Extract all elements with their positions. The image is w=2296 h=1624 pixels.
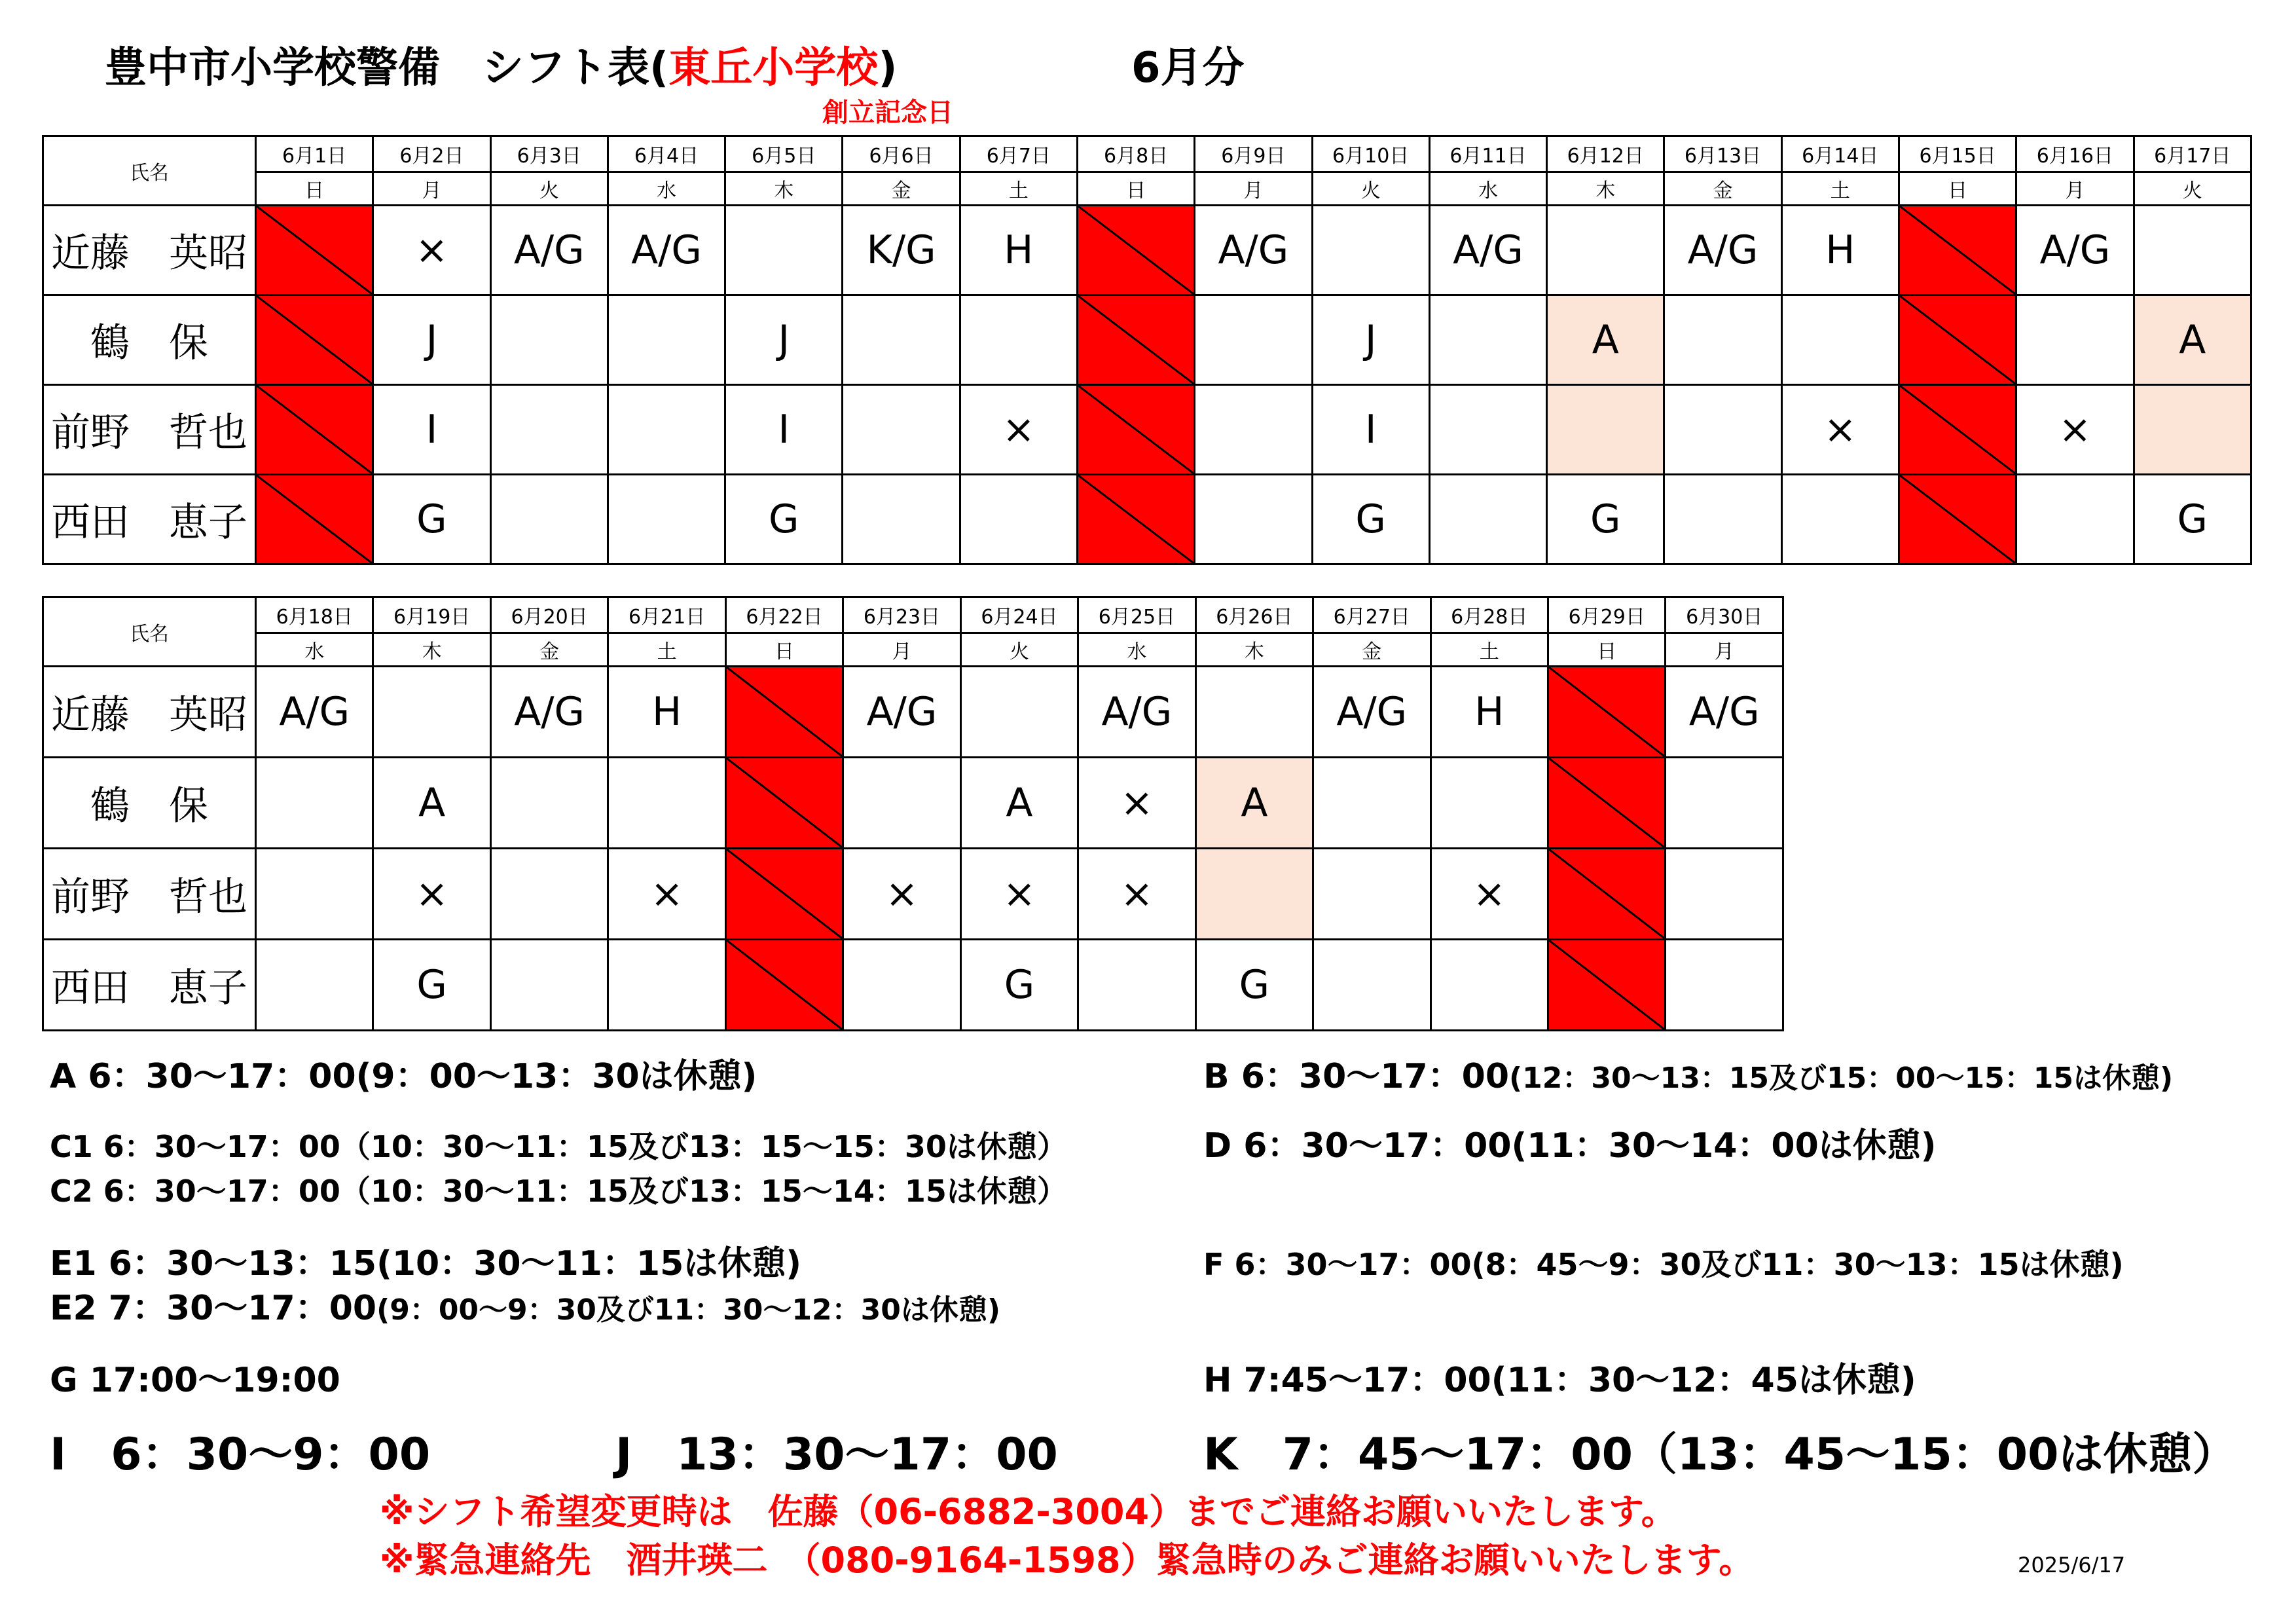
shift-cell (960, 295, 1077, 385)
closed-day-cell (1899, 206, 2016, 295)
weekday-header: 金 (1664, 172, 1781, 206)
shift-cell: J (1312, 295, 1429, 385)
shift-cell (1312, 206, 1429, 295)
shift-cell (373, 667, 490, 758)
closed-day-diagonal (727, 849, 842, 938)
shift-cell (1547, 206, 1664, 295)
shift-cell: A (1195, 758, 1313, 849)
shift-cell (490, 940, 608, 1031)
date-header: 6月3日 (490, 136, 608, 172)
weekday-header: 日 (725, 633, 843, 667)
shift-cell (960, 667, 1078, 758)
shift-cell (1664, 295, 1781, 385)
weekday-header: 金 (1313, 633, 1430, 667)
shift-cell (490, 475, 608, 564)
table-row (43, 758, 1783, 849)
shift-cell: × (373, 206, 490, 295)
shift-cell (490, 849, 608, 940)
shift-cell: × (1078, 849, 1195, 940)
date-header: 6月1日 (256, 136, 373, 172)
table-row (43, 295, 2251, 385)
name-column-header: 氏名 (43, 597, 256, 667)
weekday-header: 金 (843, 172, 960, 206)
shift-cell (960, 475, 1077, 564)
shift-cell (1666, 849, 1783, 940)
shift-cell: H (608, 667, 725, 758)
shift-cell (1195, 849, 1313, 940)
shift-cell (608, 295, 725, 385)
weekday-header: 月 (843, 633, 960, 667)
date-header: 6月28日 (1430, 597, 1548, 633)
closed-day-cell (256, 295, 373, 385)
shift-cell: A (373, 758, 490, 849)
weekday-header: 木 (373, 633, 490, 667)
closed-day-diagonal (257, 386, 372, 473)
weekday-header: 金 (490, 633, 608, 667)
date-header: 6月23日 (843, 597, 960, 633)
shift-cell: G (373, 940, 490, 1031)
table-row (43, 940, 1783, 1031)
shift-cell (1781, 295, 1899, 385)
shift-cell: × (2016, 385, 2134, 475)
closed-day-cell (1548, 940, 1665, 1031)
shift-cell (1429, 385, 1546, 475)
shift-cell (2134, 206, 2251, 295)
shift-cell: A/G (1313, 667, 1430, 758)
date-header: 6月20日 (490, 597, 608, 633)
closed-day-diagonal (1078, 386, 1194, 473)
weekday-header: 日 (256, 172, 373, 206)
closed-day-cell (256, 385, 373, 475)
closed-day-diagonal (727, 667, 842, 756)
date-header: 6月17日 (2134, 136, 2251, 172)
shift-cell (1429, 295, 1546, 385)
closed-day-diagonal (727, 758, 842, 847)
closed-day-cell (725, 849, 843, 940)
shift-cell: A (2134, 295, 2251, 385)
legend-c1: C1 6：30～17：00（10：30～11：15及び13：15～15：30は休憩） (50, 1129, 1067, 1164)
shift-cell (2016, 475, 2134, 564)
legend-d: D 6：30～17：00(11：30～14：00は休憩) (1203, 1126, 1937, 1166)
date-header: 6月21日 (608, 597, 725, 633)
shift-cell: I (725, 385, 843, 475)
date-header: 6月24日 (960, 597, 1078, 633)
date-header: 6月25日 (1078, 597, 1195, 633)
page-title (105, 44, 898, 92)
closed-day-cell (256, 206, 373, 295)
shift-cell: × (960, 385, 1077, 475)
closed-day-cell (1548, 667, 1665, 758)
shift-cell (256, 940, 373, 1031)
closed-day-cell (256, 475, 373, 564)
closed-day-cell (1077, 206, 1194, 295)
shift-cell (1430, 758, 1548, 849)
closed-day-cell (1899, 475, 2016, 564)
shift-cell (843, 758, 960, 849)
date-header: 6月12日 (1547, 136, 1664, 172)
shift-cell (1313, 758, 1430, 849)
date-header: 6月7日 (960, 136, 1077, 172)
shift-cell: A/G (490, 206, 608, 295)
weekday-header: 日 (1899, 172, 2016, 206)
shift-cell: × (1430, 849, 1548, 940)
shift-cell (1313, 849, 1430, 940)
legend-b-sub: (12：30～13：15及び15：00～15：15は休憩) (1509, 1061, 2174, 1095)
shift-cell: A/G (1666, 667, 1783, 758)
date-header: 6月8日 (1077, 136, 1194, 172)
month-label: 6月分 (1131, 44, 1245, 92)
date-stamp: 2025/6/17 (2018, 1553, 2126, 1578)
legend-b (1203, 1058, 2173, 1097)
date-header: 6月19日 (373, 597, 490, 633)
date-header: 6月10日 (1312, 136, 1429, 172)
closed-day-cell (1548, 758, 1665, 849)
shift-cell: A (1547, 295, 1664, 385)
staff-name: 西田 恵子 (43, 940, 256, 1031)
closed-day-cell (1077, 385, 1194, 475)
staff-name: 前野 哲也 (43, 849, 256, 940)
weekday-header: 月 (373, 172, 490, 206)
weekday-header: 水 (1078, 633, 1195, 667)
closed-day-diagonal (1549, 940, 1664, 1029)
shift-cell (1195, 667, 1313, 758)
shift-cell: G (373, 475, 490, 564)
shift-cell (490, 385, 608, 475)
date-header: 6月18日 (256, 597, 373, 633)
weekday-header: 水 (608, 172, 725, 206)
closed-day-diagonal (1900, 386, 2015, 473)
shift-cell (490, 758, 608, 849)
shift-cell (608, 385, 725, 475)
weekday-header: 日 (1077, 172, 1194, 206)
date-header: 6月6日 (843, 136, 960, 172)
name-column-header: 氏名 (43, 136, 256, 206)
table-row (43, 667, 1783, 758)
date-header: 6月22日 (725, 597, 843, 633)
staff-name: 鶴 保 (43, 295, 256, 385)
date-header: 6月29日 (1548, 597, 1665, 633)
weekday-header: 土 (1781, 172, 1899, 206)
weekday-header: 水 (1429, 172, 1546, 206)
notice-change-request: ※シフト希望変更時は 佐藤（06-6882-3004）までご連絡お願いいたします。 (380, 1491, 1677, 1532)
shift-cell (843, 940, 960, 1031)
weekday-header: 水 (256, 633, 373, 667)
date-header: 6月9日 (1195, 136, 1312, 172)
staff-name: 西田 恵子 (43, 475, 256, 564)
closed-day-cell (1548, 849, 1665, 940)
shift-table-1 (42, 135, 2252, 565)
school-name: 東丘小学校 (668, 44, 879, 92)
weekday-header: 火 (2134, 172, 2251, 206)
date-header: 6月11日 (1429, 136, 1546, 172)
closed-day-diagonal (257, 206, 372, 294)
legend-e2-main: E2 7：30～17：00 (50, 1289, 377, 1328)
legend-h: H 7:45～17：00(11：30～12：45は休憩) (1203, 1361, 1916, 1400)
legend-f: F 6：30～17：00(8：45～9：30及び11：30～13：15は休憩) (1203, 1247, 2124, 1282)
title-main: 豊中市小学校警備 シフト表( (105, 44, 669, 92)
shift-cell (1313, 940, 1430, 1031)
shift-cell (1078, 940, 1195, 1031)
shift-cell: G (960, 940, 1078, 1031)
staff-name: 近藤 英昭 (43, 206, 256, 295)
shift-table-2 (42, 596, 1784, 1031)
closed-day-diagonal (1549, 849, 1664, 938)
closed-day-diagonal (1900, 296, 2015, 384)
table-row (43, 385, 2251, 475)
legend-e2 (50, 1290, 1000, 1329)
shift-cell: A/G (1195, 206, 1312, 295)
shift-cell (1429, 475, 1546, 564)
shift-cell: A/G (2016, 206, 2134, 295)
shift-cell (2134, 385, 2251, 475)
shift-cell: × (608, 849, 725, 940)
shift-cell: J (725, 295, 843, 385)
legend-k: K 7：45～17：00（13：45～15：00は休憩） (1203, 1429, 2237, 1481)
date-header: 6月4日 (608, 136, 725, 172)
shift-cell (1666, 758, 1783, 849)
shift-cell (1195, 295, 1312, 385)
closed-day-diagonal (727, 940, 842, 1029)
table-row (43, 475, 2251, 564)
shift-cell: H (960, 206, 1077, 295)
table-row (43, 849, 1783, 940)
closed-day-diagonal (257, 475, 372, 563)
legend-j: J 13：30～17：00 (615, 1429, 1058, 1481)
shift-cell: A/G (608, 206, 725, 295)
shift-cell: × (843, 849, 960, 940)
shift-cell (1430, 940, 1548, 1031)
memorial-day-note: 創立記念日 (822, 98, 953, 128)
shift-cell: G (1547, 475, 1664, 564)
closed-day-diagonal (1078, 206, 1194, 294)
shift-cell: G (725, 475, 843, 564)
closed-day-cell (1899, 295, 2016, 385)
closed-day-diagonal (1078, 475, 1194, 563)
weekday-header: 土 (1430, 633, 1548, 667)
weekday-header: 月 (2016, 172, 2134, 206)
shift-cell (843, 385, 960, 475)
shift-cell: A/G (1664, 206, 1781, 295)
shift-cell: I (1312, 385, 1429, 475)
shift-cell: A/G (490, 667, 608, 758)
weekday-header: 月 (1195, 172, 1312, 206)
closed-day-diagonal (1549, 758, 1664, 847)
date-header: 6月14日 (1781, 136, 1899, 172)
shift-cell: H (1430, 667, 1548, 758)
shift-cell (1666, 940, 1783, 1031)
staff-name: 鶴 保 (43, 758, 256, 849)
weekday-header: 木 (1195, 633, 1313, 667)
closed-day-diagonal (257, 296, 372, 384)
closed-day-cell (1077, 475, 1194, 564)
weekday-header: 土 (960, 172, 1077, 206)
weekday-header: 木 (725, 172, 843, 206)
date-header: 6月26日 (1195, 597, 1313, 633)
shift-cell (843, 475, 960, 564)
shift-cell: I (373, 385, 490, 475)
shift-cell: A/G (256, 667, 373, 758)
notice-emergency-contact: ※緊急連絡先 酒井瑛二 （080-9164-1598）緊急時のみご連絡お願いいたします。 (380, 1540, 1755, 1581)
closed-day-cell (1899, 385, 2016, 475)
closed-day-cell (1077, 295, 1194, 385)
closed-day-cell (725, 758, 843, 849)
shift-cell (608, 758, 725, 849)
date-header: 6月15日 (1899, 136, 2016, 172)
staff-name: 前野 哲也 (43, 385, 256, 475)
shift-cell: A/G (1429, 206, 1546, 295)
shift-cell (1195, 385, 1312, 475)
date-header: 6月30日 (1666, 597, 1783, 633)
shift-cell (256, 849, 373, 940)
table-row (43, 206, 2251, 295)
shift-cell (608, 475, 725, 564)
date-header: 6月13日 (1664, 136, 1781, 172)
weekday-header: 土 (608, 633, 725, 667)
shift-cell (1781, 475, 1899, 564)
shift-cell (2016, 295, 2134, 385)
closed-day-cell (725, 940, 843, 1031)
shift-cell: × (960, 849, 1078, 940)
shift-cell (1664, 475, 1781, 564)
legend-i: I 6：30～9：00 (50, 1429, 431, 1481)
legend-e2-sub: (9：00～9：30及び11：30～12：30は休憩) (376, 1293, 1000, 1327)
closed-day-cell (725, 667, 843, 758)
shift-cell (256, 758, 373, 849)
shift-cell: × (1781, 385, 1899, 475)
weekday-header: 火 (1312, 172, 1429, 206)
weekday-header: 木 (1547, 172, 1664, 206)
closed-day-diagonal (1078, 296, 1194, 384)
closed-day-diagonal (1549, 667, 1664, 756)
shift-cell: A/G (1078, 667, 1195, 758)
shift-cell (843, 295, 960, 385)
legend-b-main: B 6：30～17：00 (1203, 1057, 1510, 1096)
legend-g: G 17:00～19:00 (50, 1361, 340, 1400)
shift-cell (1195, 475, 1312, 564)
shift-cell (608, 940, 725, 1031)
shift-cell: H (1781, 206, 1899, 295)
legend-c2: C2 6：30～17：00（10：30～11：15及び13：15～14：15は休憩） (50, 1173, 1067, 1209)
legend-a: A 6：30～17：00(9：00～13：30は休憩) (50, 1057, 757, 1096)
weekday-header: 火 (960, 633, 1078, 667)
shift-cell: G (1195, 940, 1313, 1031)
shift-cell: G (1312, 475, 1429, 564)
weekday-header: 火 (490, 172, 608, 206)
shift-cell (1664, 385, 1781, 475)
closed-day-diagonal (1900, 206, 2015, 294)
shift-cell: G (2134, 475, 2251, 564)
date-header: 6月16日 (2016, 136, 2134, 172)
shift-cell: J (373, 295, 490, 385)
shift-cell (725, 206, 843, 295)
shift-cell: K/G (843, 206, 960, 295)
date-header: 6月27日 (1313, 597, 1430, 633)
closed-day-diagonal (1900, 475, 2015, 563)
staff-name: 近藤 英昭 (43, 667, 256, 758)
weekday-header: 月 (1666, 633, 1783, 667)
weekday-header: 日 (1548, 633, 1665, 667)
date-header: 6月5日 (725, 136, 843, 172)
shift-cell: A/G (843, 667, 960, 758)
shift-cell: A (960, 758, 1078, 849)
shift-cell (1547, 385, 1664, 475)
legend-e1: E1 6：30～13：15(10：30～11：15は休憩) (50, 1244, 802, 1283)
shift-cell (490, 295, 608, 385)
title-close: ) (878, 44, 898, 92)
date-header: 6月2日 (373, 136, 490, 172)
shift-cell: × (373, 849, 490, 940)
shift-cell: × (1078, 758, 1195, 849)
